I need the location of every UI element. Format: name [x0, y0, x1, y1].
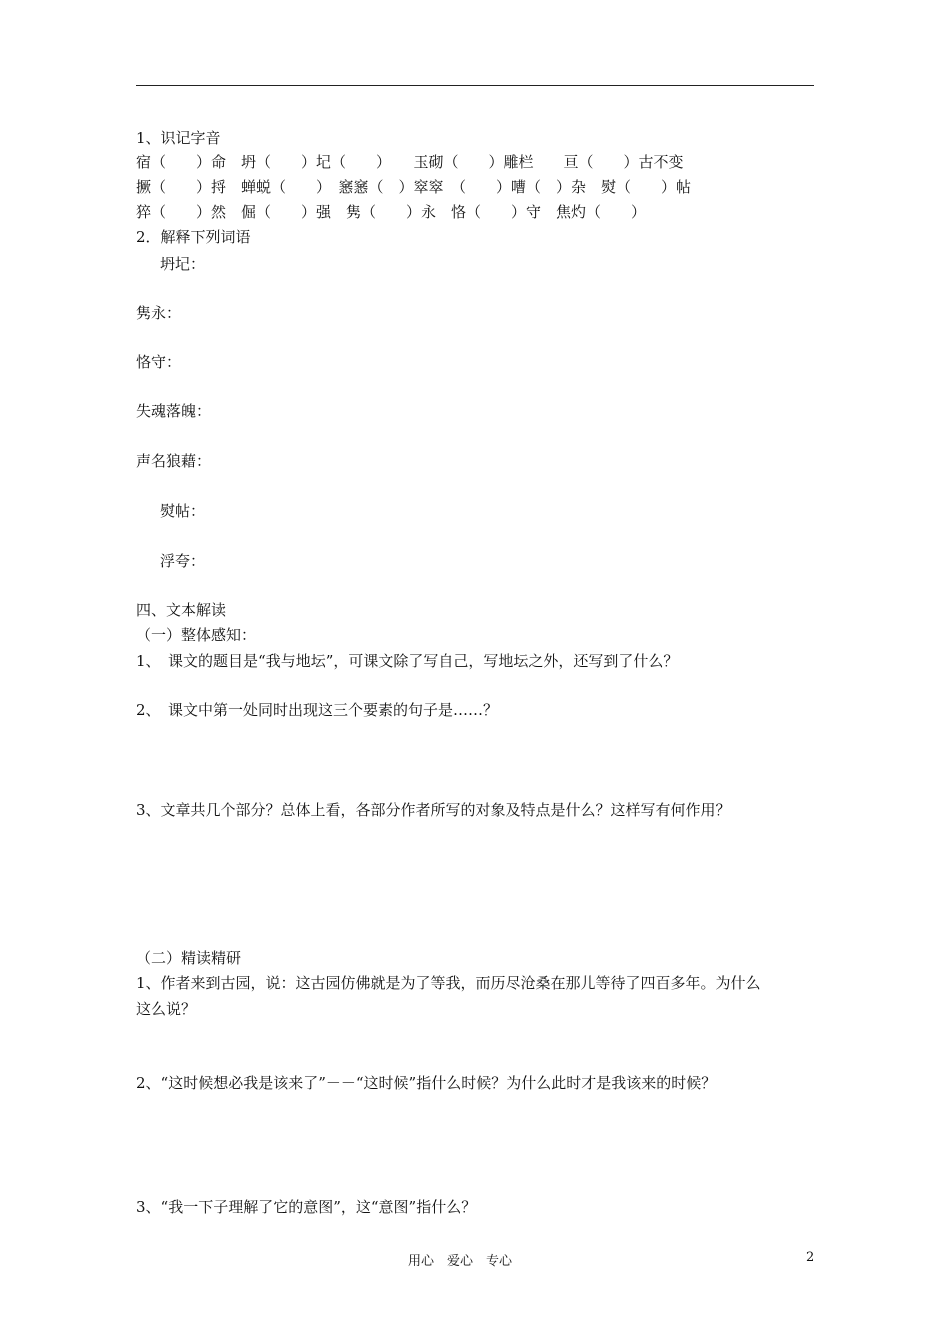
pinyin-row-3: 猝（ ）然 倔（ ）强 隽（ ）永 恪（ ）守 焦灼（ ）	[136, 203, 647, 221]
header-rule	[136, 85, 814, 86]
pinyin-row-2: 撅（ ）捋 蝉蜕（ ） 窸窸（ ）窣窣 （ ）嘈（ ）杂 熨（ ）帖	[136, 178, 692, 196]
question-2-3: 3、“我一下子理解了它的意图”，这“意图”指什么？	[136, 1198, 477, 1216]
term-6: 熨帖：	[160, 502, 206, 520]
question-2-1-line2: 这么说？	[136, 1000, 197, 1018]
part2-title: （二）精读精研	[136, 949, 242, 967]
term-2: 隽永：	[136, 304, 182, 322]
term-1: 坍圮：	[160, 255, 206, 273]
footer-text: 用心 爱心 专心	[408, 1254, 513, 1269]
term-4: 失魂落魄：	[136, 402, 212, 420]
term-7: 浮夸：	[160, 552, 206, 570]
question-2-2: 2、“这时候想必我是该来了”－－“这时候”指什么时候？为什么此时才是我该来的时候？	[136, 1074, 717, 1092]
page-number: 2	[806, 1250, 815, 1265]
pinyin-row-1: 宿（ ）命 坍（ ）圮（ ） 玉砌（ ）雕栏 亘（ ）古不变	[136, 153, 684, 171]
term-5: 声名狼藉：	[136, 452, 212, 470]
section4-title: 四、文本解读	[136, 601, 227, 619]
section2-title: 2．解释下列词语	[136, 228, 251, 246]
question-1-2: 2、 课文中第一处同时出现这三个要素的句子是……？	[136, 701, 499, 719]
question-1-3: 3、文章共几个部分？总体上看，各部分作者所写的对象及特点是什么？这样写有何作用？	[136, 801, 731, 819]
part1-title: （一）整体感知：	[136, 626, 257, 644]
question-1-1: 1、 课文的题目是“我与地坛”，可课文除了写自己，写地坛之外，还写到了什么？	[136, 652, 679, 670]
term-3: 恪守：	[136, 353, 182, 371]
question-2-1-line1: 1、作者来到古园，说：这古园仿佛就是为了等我，而历尽沧桑在那儿等待了四百多年。为什么	[136, 974, 761, 992]
section1-title: 1、识记字音	[136, 129, 221, 147]
